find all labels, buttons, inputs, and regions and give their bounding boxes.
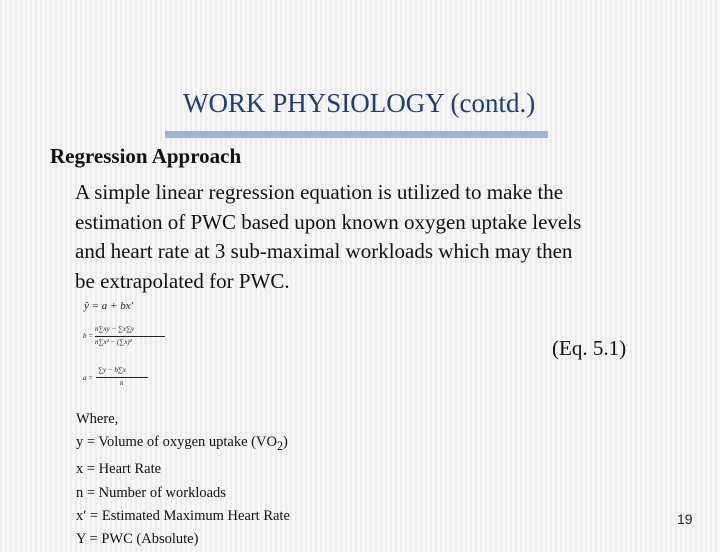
definition-x: x = Heart Rate — [76, 461, 162, 478]
a-label: a = — [83, 374, 93, 382]
section-heading: Regression Approach — [50, 144, 242, 168]
slide-title: WORK PHYSIOLOGY (contd.) — [183, 88, 536, 118]
where-label: Where, — [76, 411, 119, 427]
body-line: and heart rate at 3 sub-maximal workloads which may then — [75, 239, 573, 263]
regression-formula — [80, 298, 180, 394]
b-denominator: n∑x² − (∑x)² — [95, 338, 132, 346]
title-underline — [165, 131, 548, 138]
body-line: be extrapolated for PWC. — [75, 268, 290, 293]
b-fraction-bar — [95, 336, 165, 337]
definition-Y: Y = PWC (Absolute) — [76, 531, 199, 548]
b-numerator: n∑xy − ∑x∑y — [95, 325, 135, 333]
a-numerator: ∑y − b∑x — [98, 366, 126, 374]
definition-y: y = Volume of oxygen uptake $(VO_2)$ — [76, 434, 288, 454]
body-line: estimation of PWC based upon known oxygen uptake levels — [75, 209, 582, 234]
page-number: 19 — [677, 511, 693, 527]
definition-n: n = Number of workloads — [76, 484, 226, 501]
definition-x-prime: x′ = Estimated Maximum Heart Rate — [76, 508, 290, 525]
body-line: A simple linear regression equation is utilized to make the — [75, 180, 564, 204]
regression-equation: ŷ = a + bx′ — [84, 300, 134, 312]
body-paragraph — [75, 178, 675, 296]
a-denominator: n — [120, 379, 124, 387]
variable-definitions — [76, 408, 290, 552]
b-label: b = — [83, 332, 93, 340]
a-fraction-bar — [96, 377, 148, 378]
equation-number: (Eq. 5.1) — [552, 336, 627, 360]
